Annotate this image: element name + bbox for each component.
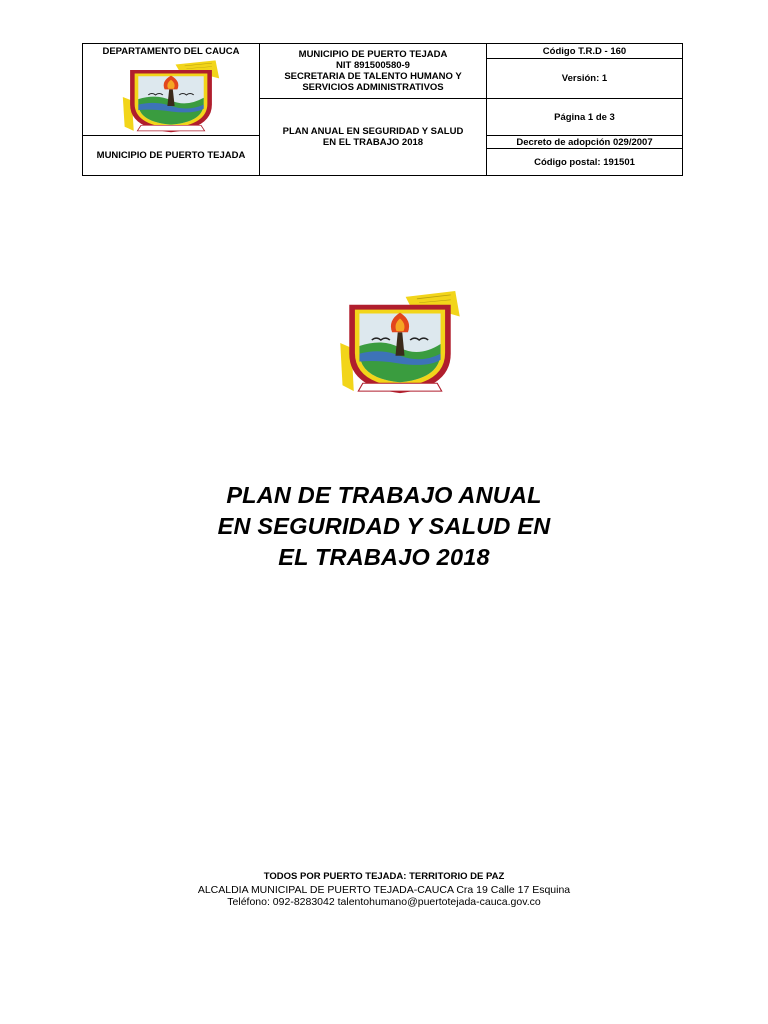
footer-contact: Teléfono: 092-8283042 talentohumano@puertotejada-cauca.gov.co [227,896,541,908]
title-line: EN SEGURIDAD Y SALUD EN [217,513,551,539]
municipality-label: MUNICIPIO DE PUERTO TEJADA [83,136,260,176]
title-line: PLAN DE TRABAJO ANUAL [226,482,542,508]
entity-line: SERVICIOS ADMINISTRATIVOS [302,82,444,93]
entity-nit: NIT 891500580-9 [336,60,410,71]
postal-code: Código postal: 191501 [487,149,683,176]
plan-cell [260,99,487,176]
footer-address-suffix: Cra 19 Calle 17 Esquina [453,883,571,896]
plan-line: EN EL TRABAJO 2018 [322,137,424,148]
version: Versión: 1 [487,59,683,99]
coat-of-arms-icon [338,289,462,397]
plan-line: PLAN ANUAL EN SEGURIDAD Y SALUD [282,126,464,137]
department-cell [83,44,260,136]
title-line: EL TRABAJO 2018 [278,544,490,570]
footer-address [0,884,768,897]
entity-line: SECRETARIA DE TALENTO HUMANO Y [284,71,462,82]
decree: Decreto de adopción 029/2007 [487,136,683,149]
department-label: DEPARTAMENTO DEL CAUCA [102,46,240,57]
document-title [0,480,768,573]
coat-of-arms-small-icon [121,59,221,135]
entity-cell [260,44,487,99]
entity-line: MUNICIPIO DE PUERTO TEJADA [298,49,448,60]
footer-slogan: TODOS POR PUERTO TEJADA: TERRITORIO DE PAZ [263,871,505,882]
footer [0,871,768,909]
footer-address-prefix: ALCALDIA MUNICIPAL DE PUERTO TEJADA-CAUCA [197,883,454,896]
page-number: Página 1 de 3 [487,99,683,136]
document-header-table [82,43,683,176]
trd-code: Código T.R.D - 160 [487,44,683,59]
